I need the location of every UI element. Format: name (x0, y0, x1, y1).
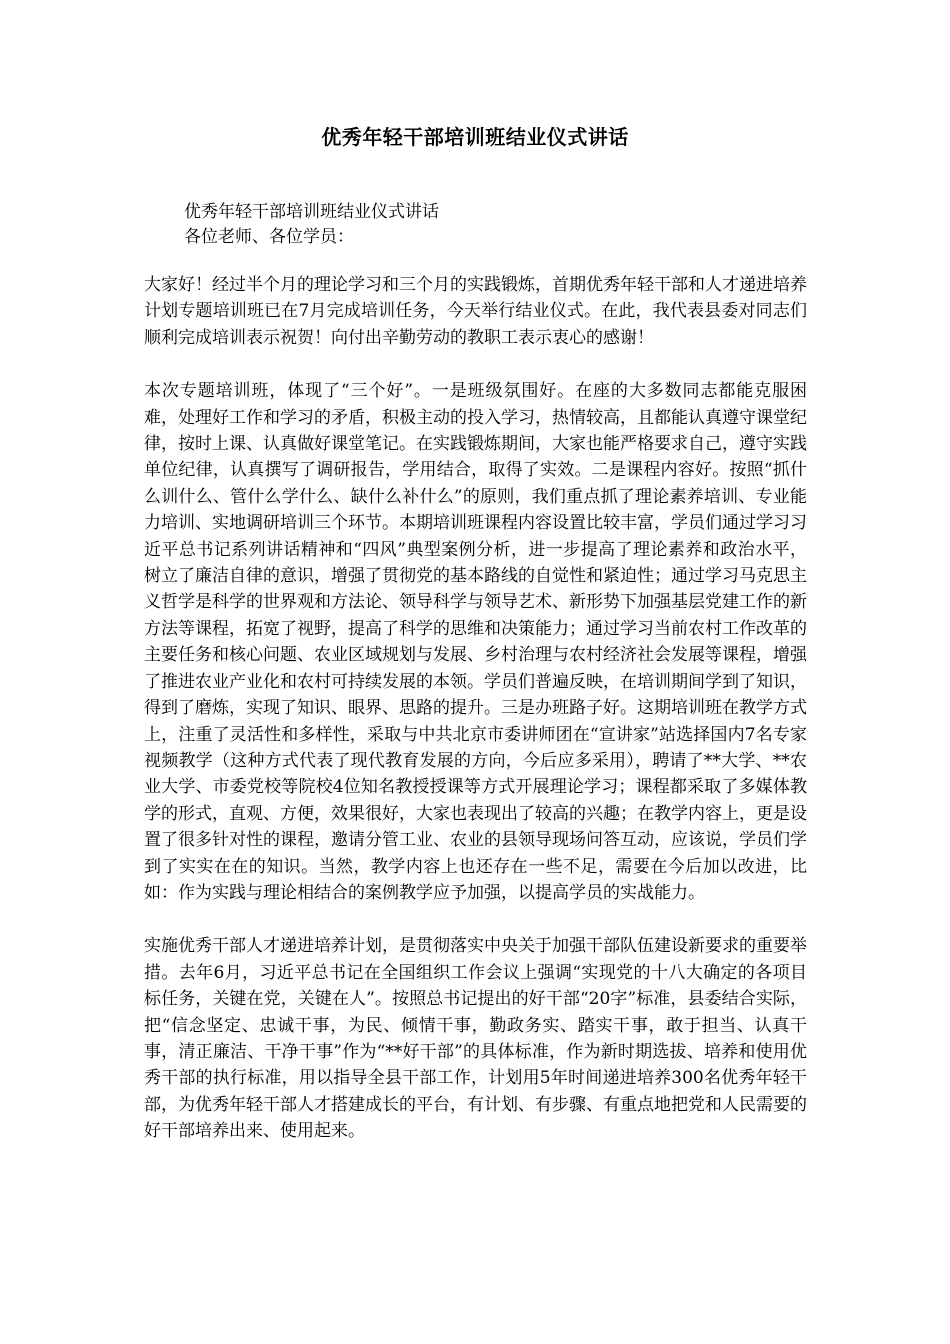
document-title: 优秀年轻干部培训班结业仪式讲话 (321, 125, 629, 149)
speech-header (184, 200, 784, 250)
paragraph-cadre-plan: 实施优秀干部人才递进培养计划，是贯彻落实中央关于加强干部队伍建设新要求的重要举措。去年6月，习近平总书记在全国组织工作会议上强调“实现党的十八大确定的各项目标任务，关键在党，关键在人”。按照总书记提出的好干部“20字”标准，县委结合实际，把“信念坚定、忠诚干事，为民、倾情干事，勤政务实、踏实干事，敢于担当、认真干事，清正廉洁、干净干事”作为“**好干部”的具体标准，作为新时期选拔、培养和使用优秀干部的执行标准，用以指导全县干部工作，计划用5年时间递进培养300名优秀年轻干部，为优秀年轻干部人才搭建成长的平台，有计划、有步骤、有重点地把党和人民需要的好干部培养出来、使用起来。 (144, 936, 807, 1142)
speech-subtitle: 优秀年轻干部培训班结业仪式讲话 (184, 202, 439, 222)
salutation: 各位老师、各位学员： (184, 227, 354, 247)
speech-body (144, 272, 807, 1172)
paragraph-greeting: 大家好！经过半个月的理论学习和三个月的实践锻炼，首期优秀年轻干部和人才递进培养计划专题培训班已在7月完成培训任务，今天举行结业仪式。在此，我代表县委对同志们顺利完成培训表示祝贺！向付出辛勤劳动的教职工表示衷心的感谢！ (144, 275, 807, 348)
paragraph-three-goods: 本次专题培训班，体现了“三个好”。一是班级氛围好。在座的大多数同志都能克服困难，处理好工作和学习的矛盾，积极主动的投入学习，热情较高，且都能认真遵守课堂纪律，按时上课、认真做好课堂笔记。在实践锻炼期间，大家也能严格要求自己，遵守实践单位纪律，认真撰写了调研报告，学用结合，取得了实效。二是课程内容好。按照“抓什么训什么、管什么学什么、缺什么补什么”的原则，我们重点抓了理论素养培训、专业能力培训、实地调研培训三个环节。本期培训班课程内容设置比较丰富，学员们通过学习习近平总书记系列讲话精神和“四风”典型案例分析，进一步提高了理论素养和政治水平，树立了廉洁自律的意识，增强了贯彻党的基本路线的自觉性和紧迫性；通过学习马克思主义哲学是科学的世界观和方法论、领导科学与领导艺术、新形势下加强基层党建工作的新方法等课程，拓宽了视野，提高了科学的思维和决策能力；通过学习当前农村工作改革的主要任务和核心问题、农业区域规划与发展、乡村治理与农村经济社会发展等课程，增强了推进农业产业化和农村可持续发展的本领。学员们普遍反映，在培训期间学到了知识，得到了磨炼，实现了知识、眼界、思路的提升。三是办班路子好。这期培训班在教学方式上，注重了灵活性和多样性，采取与中共北京市委讲师团在“宣讲家”站选择国内7名专家视频教学（这种方式代表了现代教育发展的方向，今后应多采用），聘请了**大学、**农业大学、市委党校等院校4位知名教授授课等方式开展理论学习；课程都采取了多媒体教学的形式，直观、方便，效果很好，大家也表现出了较高的兴趣；在教学内容上，更是设置了很多针对性的课程，邀请分管工业、农业的县领导现场问答互动，应该说，学员们学到了实实在在的知识。当然，教学内容上也还存在一些不足，需要在今后加以改进，比如：作为实践与理论相结合的案例教学应予加强，以提高学员的实战能力。 (144, 381, 807, 903)
